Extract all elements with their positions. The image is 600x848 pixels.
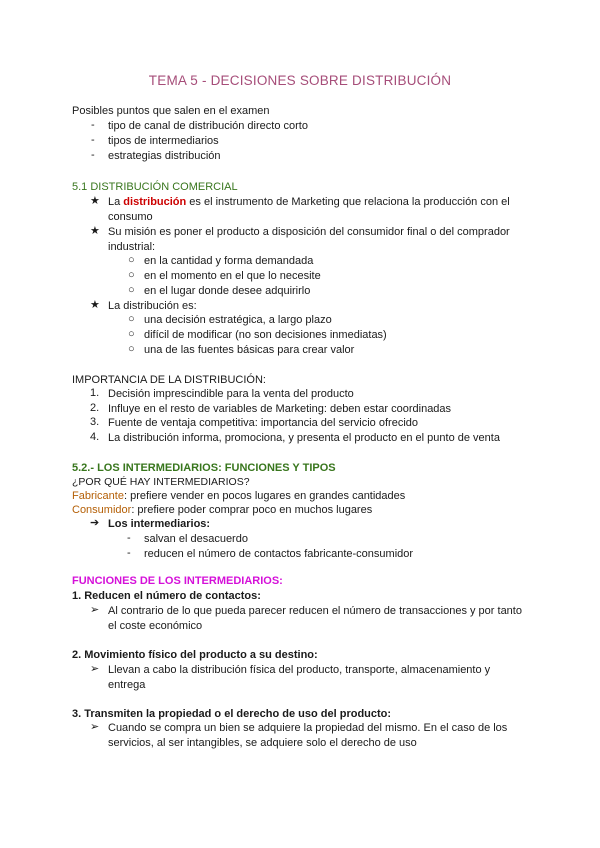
funcion-3-text-cont: servicios, al ser intangibles, se adquiere solo el derecho de uso [108, 737, 417, 749]
list-number: 4. [90, 431, 100, 443]
bullet-text-cont: consumo [108, 211, 153, 223]
list-item: estrategias distribución [108, 150, 221, 162]
funcion-1-text-cont: el coste económico [108, 620, 203, 632]
bullet-text-cont: industrial: [108, 241, 156, 253]
numbered-item: Decisión imprescindible para la venta del producto [108, 388, 354, 400]
sub-item: en el momento en el que lo necesite [144, 270, 321, 282]
sub-item: en la cantidad y forma demandada [144, 255, 314, 267]
star-bullet-icon: ★ [90, 225, 100, 237]
funcion-3-text: Cuando se compra un bien se adquiere la propiedad del mismo. En el caso de los [108, 722, 508, 734]
fabricante-line: Fabricante: prefiere vender en pocos lugares en grandes cantidades [72, 490, 406, 502]
section-heading-5-1: 5.1 DISTRIBUCIÓN COMERCIAL [72, 181, 238, 193]
bullet-text: La distribución es el instrumento de Marketing que relaciona la producción con el [108, 196, 510, 208]
sub-item: una decisión estratégica, a largo plazo [144, 314, 332, 326]
star-bullet-icon: ★ [90, 299, 100, 311]
dash-bullet: - [91, 119, 95, 131]
fabricante-label: Fabricante [72, 490, 124, 502]
list-item: tipos de intermediarios [108, 135, 219, 147]
list-number: 2. [90, 402, 100, 414]
circle-bullet-icon: ○ [128, 343, 135, 355]
circle-bullet-icon: ○ [128, 313, 135, 325]
dash-bullet: - [127, 547, 131, 559]
funcion-1-title: 1. Reducen el número de contactos: [72, 590, 261, 602]
keyword-distribucion: distribución [123, 196, 187, 208]
circle-bullet-icon: ○ [128, 284, 135, 296]
circle-bullet-icon: ○ [128, 254, 135, 266]
funcion-3-title: 3. Transmiten la propiedad o el derecho de uso del producto: [72, 708, 392, 720]
star-bullet-icon: ★ [90, 195, 100, 207]
list-number: 3. [90, 416, 100, 428]
list-number: 1. [90, 387, 100, 399]
bullet-text: Su misión es poner el producto a disposición del consumidor final o del comprador [108, 226, 510, 238]
funcion-2-text: Llevan a cabo la distribución física del producto, transporte, almacenamiento y [108, 664, 491, 676]
numbered-item: La distribución informa, promociona, y presenta el producto en el punto de venta [108, 432, 500, 444]
funcion-1-text: Al contrario de lo que pueda parecer reducen el número de transacciones y por tanto [108, 605, 522, 617]
list-item: tipo de canal de distribución directo corto [108, 120, 308, 132]
importancia-heading: IMPORTANCIA DE LA DISTRIBUCIÓN: [72, 374, 266, 386]
numbered-item: Influye en el resto de variables de Marketing: deben estar coordinadas [108, 403, 452, 415]
section-heading-5-2: 5.2.- LOS INTERMEDIARIOS: FUNCIONES Y TIPOS [72, 462, 336, 474]
intro-heading: Posibles puntos que salen en el examen [72, 105, 270, 117]
dash-bullet: - [91, 149, 95, 161]
dash-bullet: - [127, 532, 131, 544]
consumidor-line: Consumidor: prefiere poder comprar poco en muchos lugares [72, 504, 373, 516]
question-heading: ¿POR QUÉ HAY INTERMEDIARIOS? [72, 476, 250, 488]
circle-bullet-icon: ○ [128, 328, 135, 340]
sub-item: una de las fuentes básicas para crear valor [144, 344, 355, 356]
sub-item: salvan el desacuerdo [144, 533, 248, 545]
sub-item: reducen el número de contactos fabricante-consumidor [144, 548, 414, 560]
sub-item: difícil de modificar (no son decisiones inmediatas) [144, 329, 387, 341]
arrowhead-bullet-icon: ➢ [90, 721, 100, 733]
arrowhead-bullet-icon: ➢ [90, 663, 100, 675]
circle-bullet-icon: ○ [128, 269, 135, 281]
consumidor-label: Consumidor [72, 504, 132, 516]
arrowhead-bullet-icon: ➢ [90, 604, 100, 616]
funciones-heading: FUNCIONES DE LOS INTERMEDIARIOS: [72, 575, 283, 587]
funcion-2-text-cont: entrega [108, 679, 146, 691]
page-title: TEMA 5 - DECISIONES SOBRE DISTRIBUCIÓN [148, 73, 452, 88]
funcion-2-title: 2. Movimiento físico del producto a su destino: [72, 649, 318, 661]
arrow-bullet-icon: ➔ [90, 517, 100, 529]
bullet-text: La distribución es: [108, 300, 197, 312]
intermediarios-heading: Los intermediarios: [108, 518, 211, 530]
numbered-item: Fuente de ventaja competitiva: importancia del servicio ofrecido [108, 417, 418, 429]
dash-bullet: - [91, 134, 95, 146]
sub-item: en el lugar donde desee adquirirlo [144, 285, 311, 297]
